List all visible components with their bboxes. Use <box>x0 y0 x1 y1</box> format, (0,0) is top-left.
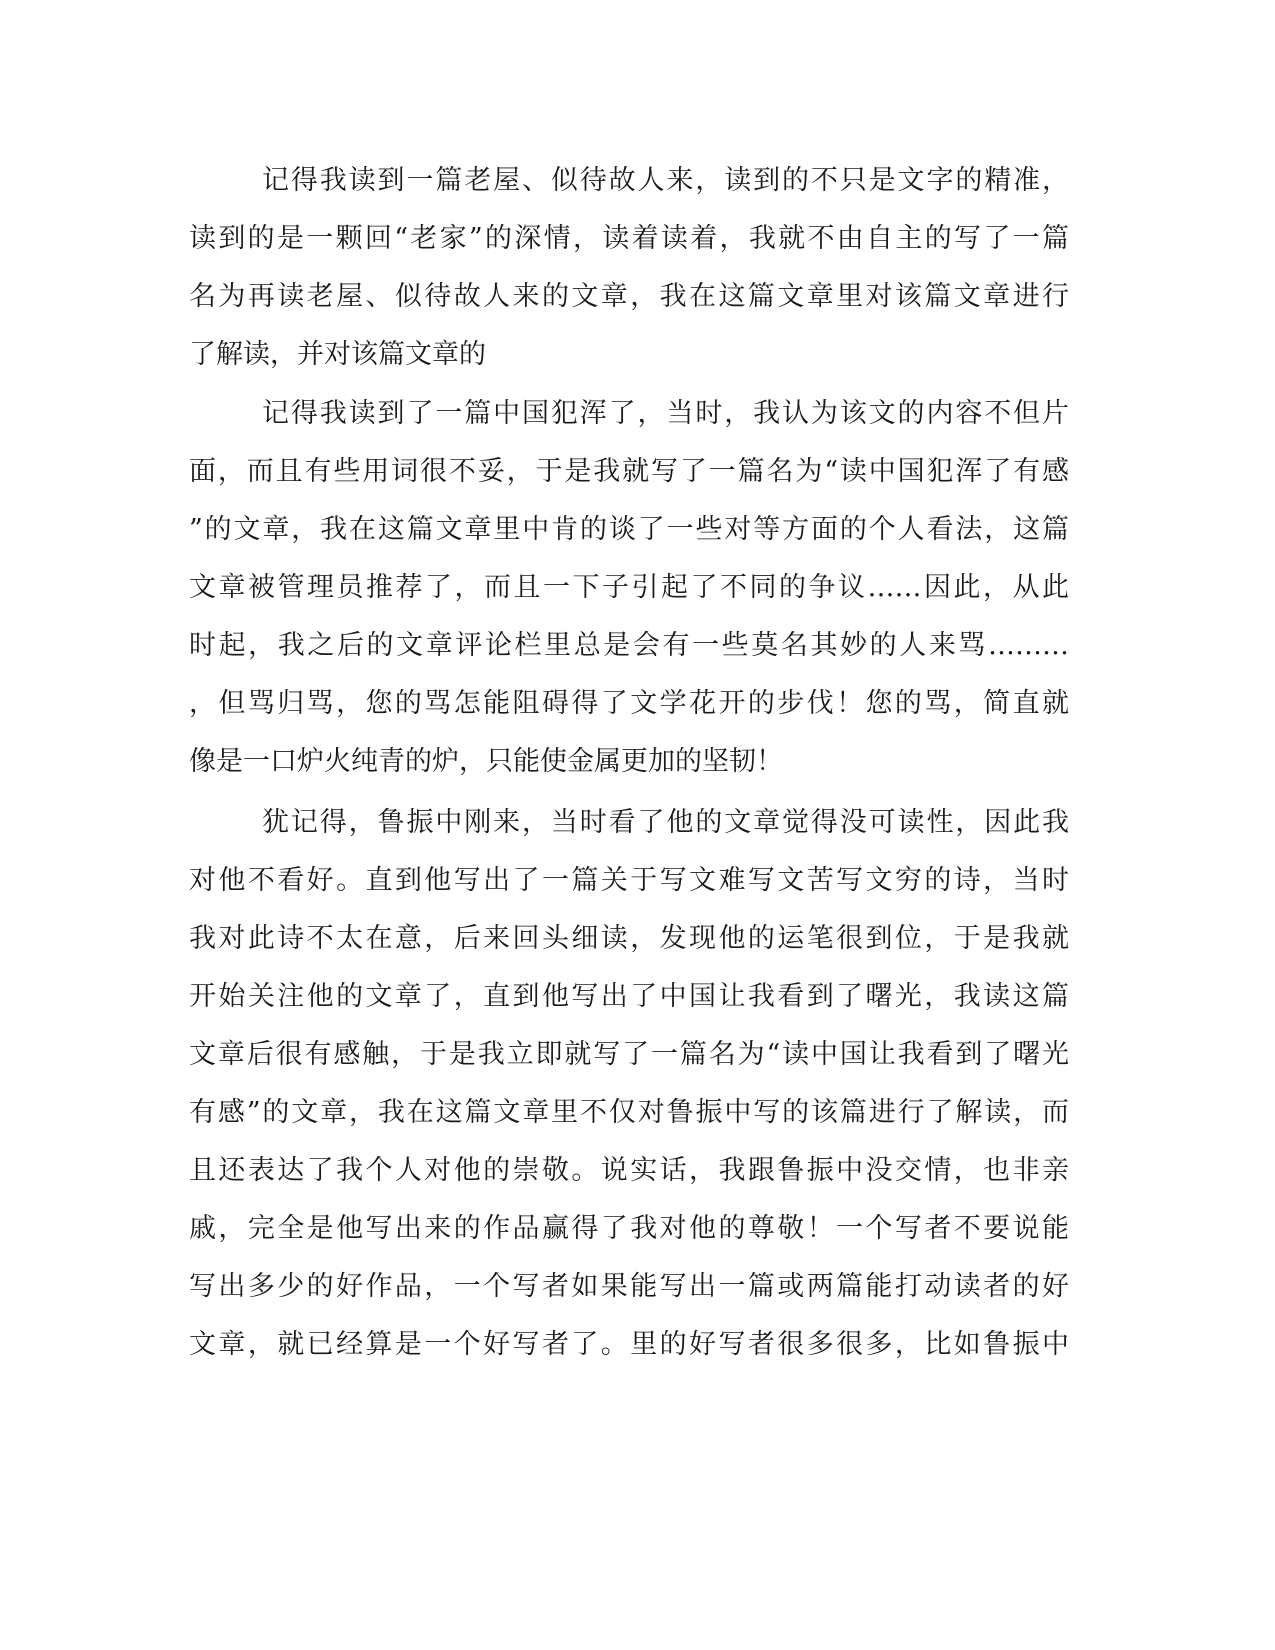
text-line: 面，而且有些用词很不妥，于是我就写了一篇名为“读中国犯浑了有感 <box>189 456 1069 487</box>
text-line: 文章后很有感触，于是我立即就写了一篇名为“读中国让我看到了曙光 <box>189 1039 1069 1070</box>
text-line: 时起，我之后的文章评论栏里总是会有一些莫名其妙的人来骂……… <box>189 630 1069 661</box>
text-line: 名为再读老屋、似待故人来的文章，我在这篇文章里对该篇文章进行 <box>189 281 1069 312</box>
text-line: 我对此诗不太在意，后来回头细读，发现他的运笔很到位，于是我就 <box>189 923 1069 954</box>
text-line: 文章，就已经算是一个好写者了。里的好写者很多很多，比如鲁振中 <box>189 1329 1069 1360</box>
text-line: 犹记得，鲁振中刚来，当时看了他的文章觉得没可读性，因此我 <box>262 807 1069 838</box>
text-line: 文章被管理员推荐了，而且一下子引起了不同的争议……因此，从此 <box>189 572 1069 603</box>
text-line: 记得我读到一篇老屋、似待故人来，读到的不只是文字的精准， <box>262 165 1069 196</box>
text-line: 写出多少的好作品，一个写者如果能写出一篇或两篇能打动读者的好 <box>189 1271 1069 1302</box>
text-line: 且还表达了我个人对他的崇敬。说实话，我跟鲁振中没交情，也非亲 <box>189 1155 1069 1186</box>
text-line: 有感”的文章，我在这篇文章里不仅对鲁振中写的该篇进行了解读，而 <box>189 1097 1069 1128</box>
text-line: 对他不看好。直到他写出了一篇关于写文难写文苦写文穷的诗，当时 <box>189 865 1069 896</box>
text-line: 像是一口炉火纯青的炉，只能使金属更加的坚韧！ <box>189 746 783 777</box>
text-line: 戚，完全是他写出来的作品赢得了我对他的尊敬！一个写者不要说能 <box>189 1213 1069 1244</box>
text-line: 了解读，并对该篇文章的 <box>189 339 486 370</box>
text-line: ”的文章，我在这篇文章里中肯的谈了一些对等方面的个人看法，这篇 <box>189 514 1069 545</box>
text-line: 记得我读到了一篇中国犯浑了，当时，我认为该文的内容不但片 <box>262 398 1069 429</box>
text-line: ，但骂归骂，您的骂怎能阻碍得了文学花开的步伐！您的骂，简直就 <box>189 688 1069 719</box>
text-line: 开始关注他的文章了，直到他写出了中国让我看到了曙光，我读这篇 <box>189 981 1069 1012</box>
text-line: 读到的是一颗回“老家”的深情，读着读着，我就不由自主的写了一篇 <box>189 223 1069 254</box>
